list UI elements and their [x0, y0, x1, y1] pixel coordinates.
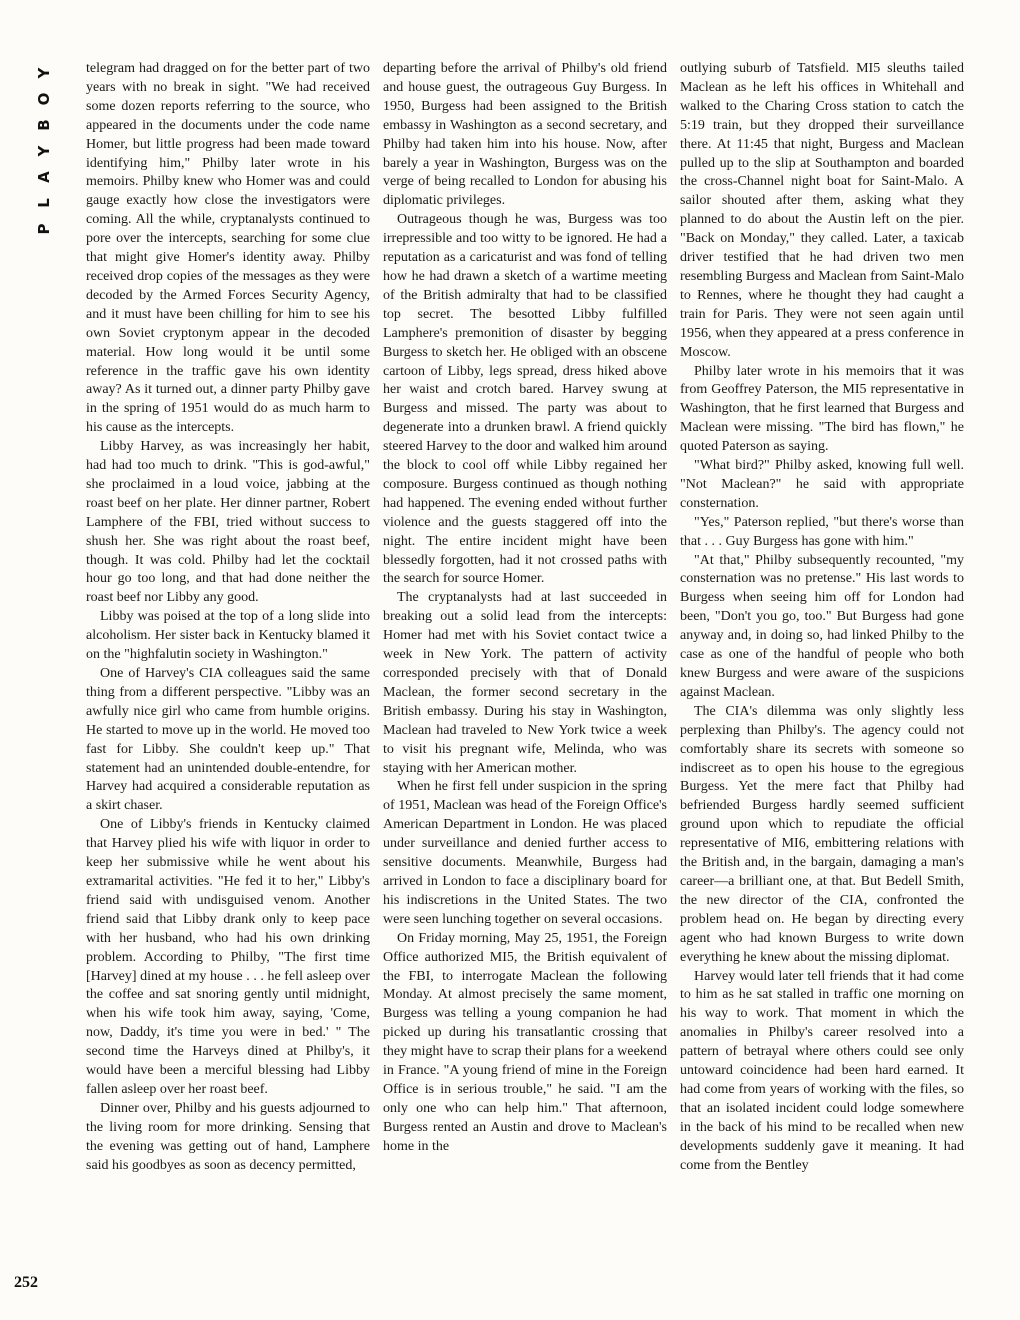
logo-letter: Y	[35, 67, 53, 79]
paragraph: "What bird?" Philby asked, knowing full well. "Not Maclean?" he said with appropriate consternation.	[680, 458, 964, 511]
paragraph: Dinner over, Philby and his guests adjourned to the living room for more drinking. Sensing that the evening was getting out of hand, Lamphere said his goodbyes as soon as decency permitted,	[86, 1100, 370, 1173]
article-column-3	[680, 60, 964, 1305]
paragraph: Harvey would later tell friends that it had come to him as he sat stalled in traffic one morning on his way to work. That moment in which the anomalies in Philby's career resolved into a pattern of betrayal where others could see only untoward coincidence had been hard earned. It had come from years of working with the files, so that an isolated incident could lodge somewhere in the back of his mind to be recalled when new developments suddenly gave it meaning. It had come from the Bentley	[680, 968, 964, 1173]
paragraph: Libby Harvey, as was increasingly her habit, had had too much to drink. "This is god-awful," she proclaimed in a loud voice, jabbing at the roast beef on her plate. Her dinner partner, Robert Lamphere of the FBI, tried without success to shush her. She was right about the roast beef, though. It was cold. Philby had let the cocktail hour go too long, and that had done neither the roast beef nor Libby any good.	[86, 439, 370, 606]
page-number: 252	[14, 1274, 38, 1291]
logo-letter: A	[35, 171, 53, 183]
logo-letter: Y	[35, 145, 53, 157]
magazine-logo-vertical	[34, 60, 54, 242]
paragraph: One of Libby's friends in Kentucky claimed that Harvey plied his wife with liquor in order to keep her submissive while he went about his extramarital activities. "He fed it to her," Libby's friend said with undisguised venom. Another friend said that Libby drank only to keep pace with her husband, who had his own drinking problem. According to Philby, "The first time [Harvey] dined at my house . . . he fell asleep over the coffee and sat snoring gently until midnight, when his wife took him away, saying, 'Come, now, Daddy, it's time you were in bed.' " The second time the Harveys dined at Philby's, it would have been a merciful blessing had Libby fallen asleep over her roast beef.	[86, 817, 370, 1097]
paragraph: departing before the arrival of Philby's old friend and house guest, the outrageous Guy Burgess. In 1950, Burgess had been assigned to the British embassy in Washington as a second secretary, and Philby had taken him into his house. Now, after barely a year in Washington, Burgess was on the verge of being recalled to London for abusing his diplomatic privileges.	[383, 61, 667, 209]
paragraph: "Yes," Paterson replied, "but there's worse than that . . . Guy Burgess has gone with him."	[680, 514, 964, 549]
logo-letter: L	[35, 198, 53, 208]
paragraph: "At that," Philby subsequently recounted, "my consternation was no pretense." His last words to Burgess when seeing him off for London had been, "Don't you go, too." But Burgess had gone anyway and, in doing so, had linked Philby to the case as one of the handful of people who both knew Burgess and were aware of the suspicions against Maclean.	[680, 552, 964, 700]
logo-letter: P	[35, 223, 53, 235]
paragraph: Libby was poised at the top of a long slide into alcoholism. Her sister back in Kentucky blamed it on the "highfalutin society in Washington."	[86, 609, 370, 663]
paragraph: One of Harvey's CIA colleagues said the same thing from a different perspective. "Libby was an awfully nice girl who came from humble origins. He started to move up in the world. He moved too fast for Libby. She couldn't keep up." That statement had an unintended double-entendre, for Harvey had acquired a considerable reputation as a skirt chaser.	[86, 666, 370, 814]
paragraph: When he first fell under suspicion in the spring of 1951, Maclean was head of the Foreign Office's American Department in London. He was placed under surveillance and denied further access to sensitive documents. Meanwhile, Burgess had arrived in London to face a disciplinary board for his indiscretions in the United States. The two were seen lunching together on several occasions.	[383, 779, 667, 927]
logo-letter: O	[35, 92, 53, 106]
paragraph: Outrageous though he was, Burgess was too irrepressible and too witty to be ignored. He had a reputation as a caricaturist and was fond of telling how he had drawn a sketch of a wartime meeting of the British admiralty that had to be classified top secret. The besotted Libby fulfilled Lamphere's premonition of disaster by begging Burgess to sketch her. He obliged with an obscene cartoon of Libby, legs spread, dress hiked above her waist and crotch bared. Harvey swung at Burgess and missed. The party was about to degenerate into a drunken brawl. A friend quickly steered Harvey to the door and walked him around the block to cool off while Libby regained her composure. Burgess continued as though nothing had happened. The evening ended without further violence and the guests staggered off into the night. The entire incident might have been blessedly forgotten, had it not crossed paths with the search for source Homer.	[383, 212, 667, 587]
paragraph: telegram had dragged on for the better part of two years with no break in sight. "We had received some dozen reports referring to the source, who appeared in the documents under the code name Homer, but little progress had been made toward identifying him," Philby later wrote in his memoirs. Philby knew who Homer was and could gauge exactly how close the investigators were coming. All the while, cryptanalysts continued to pore over the intercepts, searching for some clue that might give Homer's identity away. Philby received drop copies of the messages as they were decoded by the Armed Forces Security Agency, and it must have been chilling for him to see his own Soviet cryptonym appear in the decoded material. How long would it be until some reference in the traffic gave his own identity away? As it turned out, a dinner party Philby gave in the spring of 1951 would do as much harm to his cause as the intercepts.	[86, 61, 370, 436]
paragraph: The CIA's dilemma was only slightly less perplexing than Philby's. The agency could not comfortably share its secrets with someone so indiscreet as to open his house to the egregious Burgess. Yet the mere fact that Philby had befriended Burgess hardly seemed sufficient ground upon which to repudiate the official representative of MI6, embittering relations with the British and, in the bargain, damaging a man's career—a brilliant one, at that. But Bedell Smith, the new director of the CIA, confronted the problem head on. He began by directing every agent who had known Burgess to write down everything he knew about the missing diplomat.	[680, 703, 964, 965]
article-column-1	[86, 60, 370, 1305]
paragraph: On Friday morning, May 25, 1951, the Foreign Office authorized MI5, the British equivalent of the FBI, to interrogate Maclean the following Monday. At almost precisely the same moment, Burgess was telling a young companion he had picked up during his transatlantic crossing that they might have to scrap their plans for a weekend in France. "A young friend of mine in the Foreign Office is in serious trouble," he said. "I am the only one who can help him." That afternoon, Burgess rented an Austin and drove to Maclean's home in the	[383, 930, 667, 1154]
paragraph: The cryptanalysts had at last succeeded in breaking out a solid lead from the intercepts: Homer had met with his Soviet contact twice a week in New York. The pattern of activity corresponded precisely with that of Donald Maclean, the former second secretary in the British embassy. During his stay in Washington, Maclean had traveled to New York twice a week to visit his pregnant wife, Melinda, who was staying with her American mother.	[383, 590, 667, 776]
paragraph: Philby later wrote in his memoirs that it was from Geoffrey Paterson, the MI5 representative in Washington, that he first learned that Burgess and Maclean were missing. "The bird has flown," he quoted Paterson as saying.	[680, 363, 964, 455]
paragraph: outlying suburb of Tatsfield. MI5 sleuths tailed Maclean as he left his offices in Whitehall and walked to the Charing Cross station to catch the 5:19 train, but they dropped their surveillance there. At 11:45 that night, Burgess and Maclean pulled up to the slip at Southampton and boarded the cross-Channel night boat for Saint-Malo. A sailor shouted after them, asking what they planned to do about the Austin left on the pier. "Back on Monday," they called. Later, a taxicab driver testified that he had driven two men resembling Burgess and Maclean from Saint-Malo to Rennes, where he thought they had caught a train for Paris. They were not seen again until 1956, when they appeared at a press conference in Moscow.	[680, 61, 964, 360]
article-column-2	[383, 60, 667, 1305]
logo-letter: B	[35, 119, 53, 131]
